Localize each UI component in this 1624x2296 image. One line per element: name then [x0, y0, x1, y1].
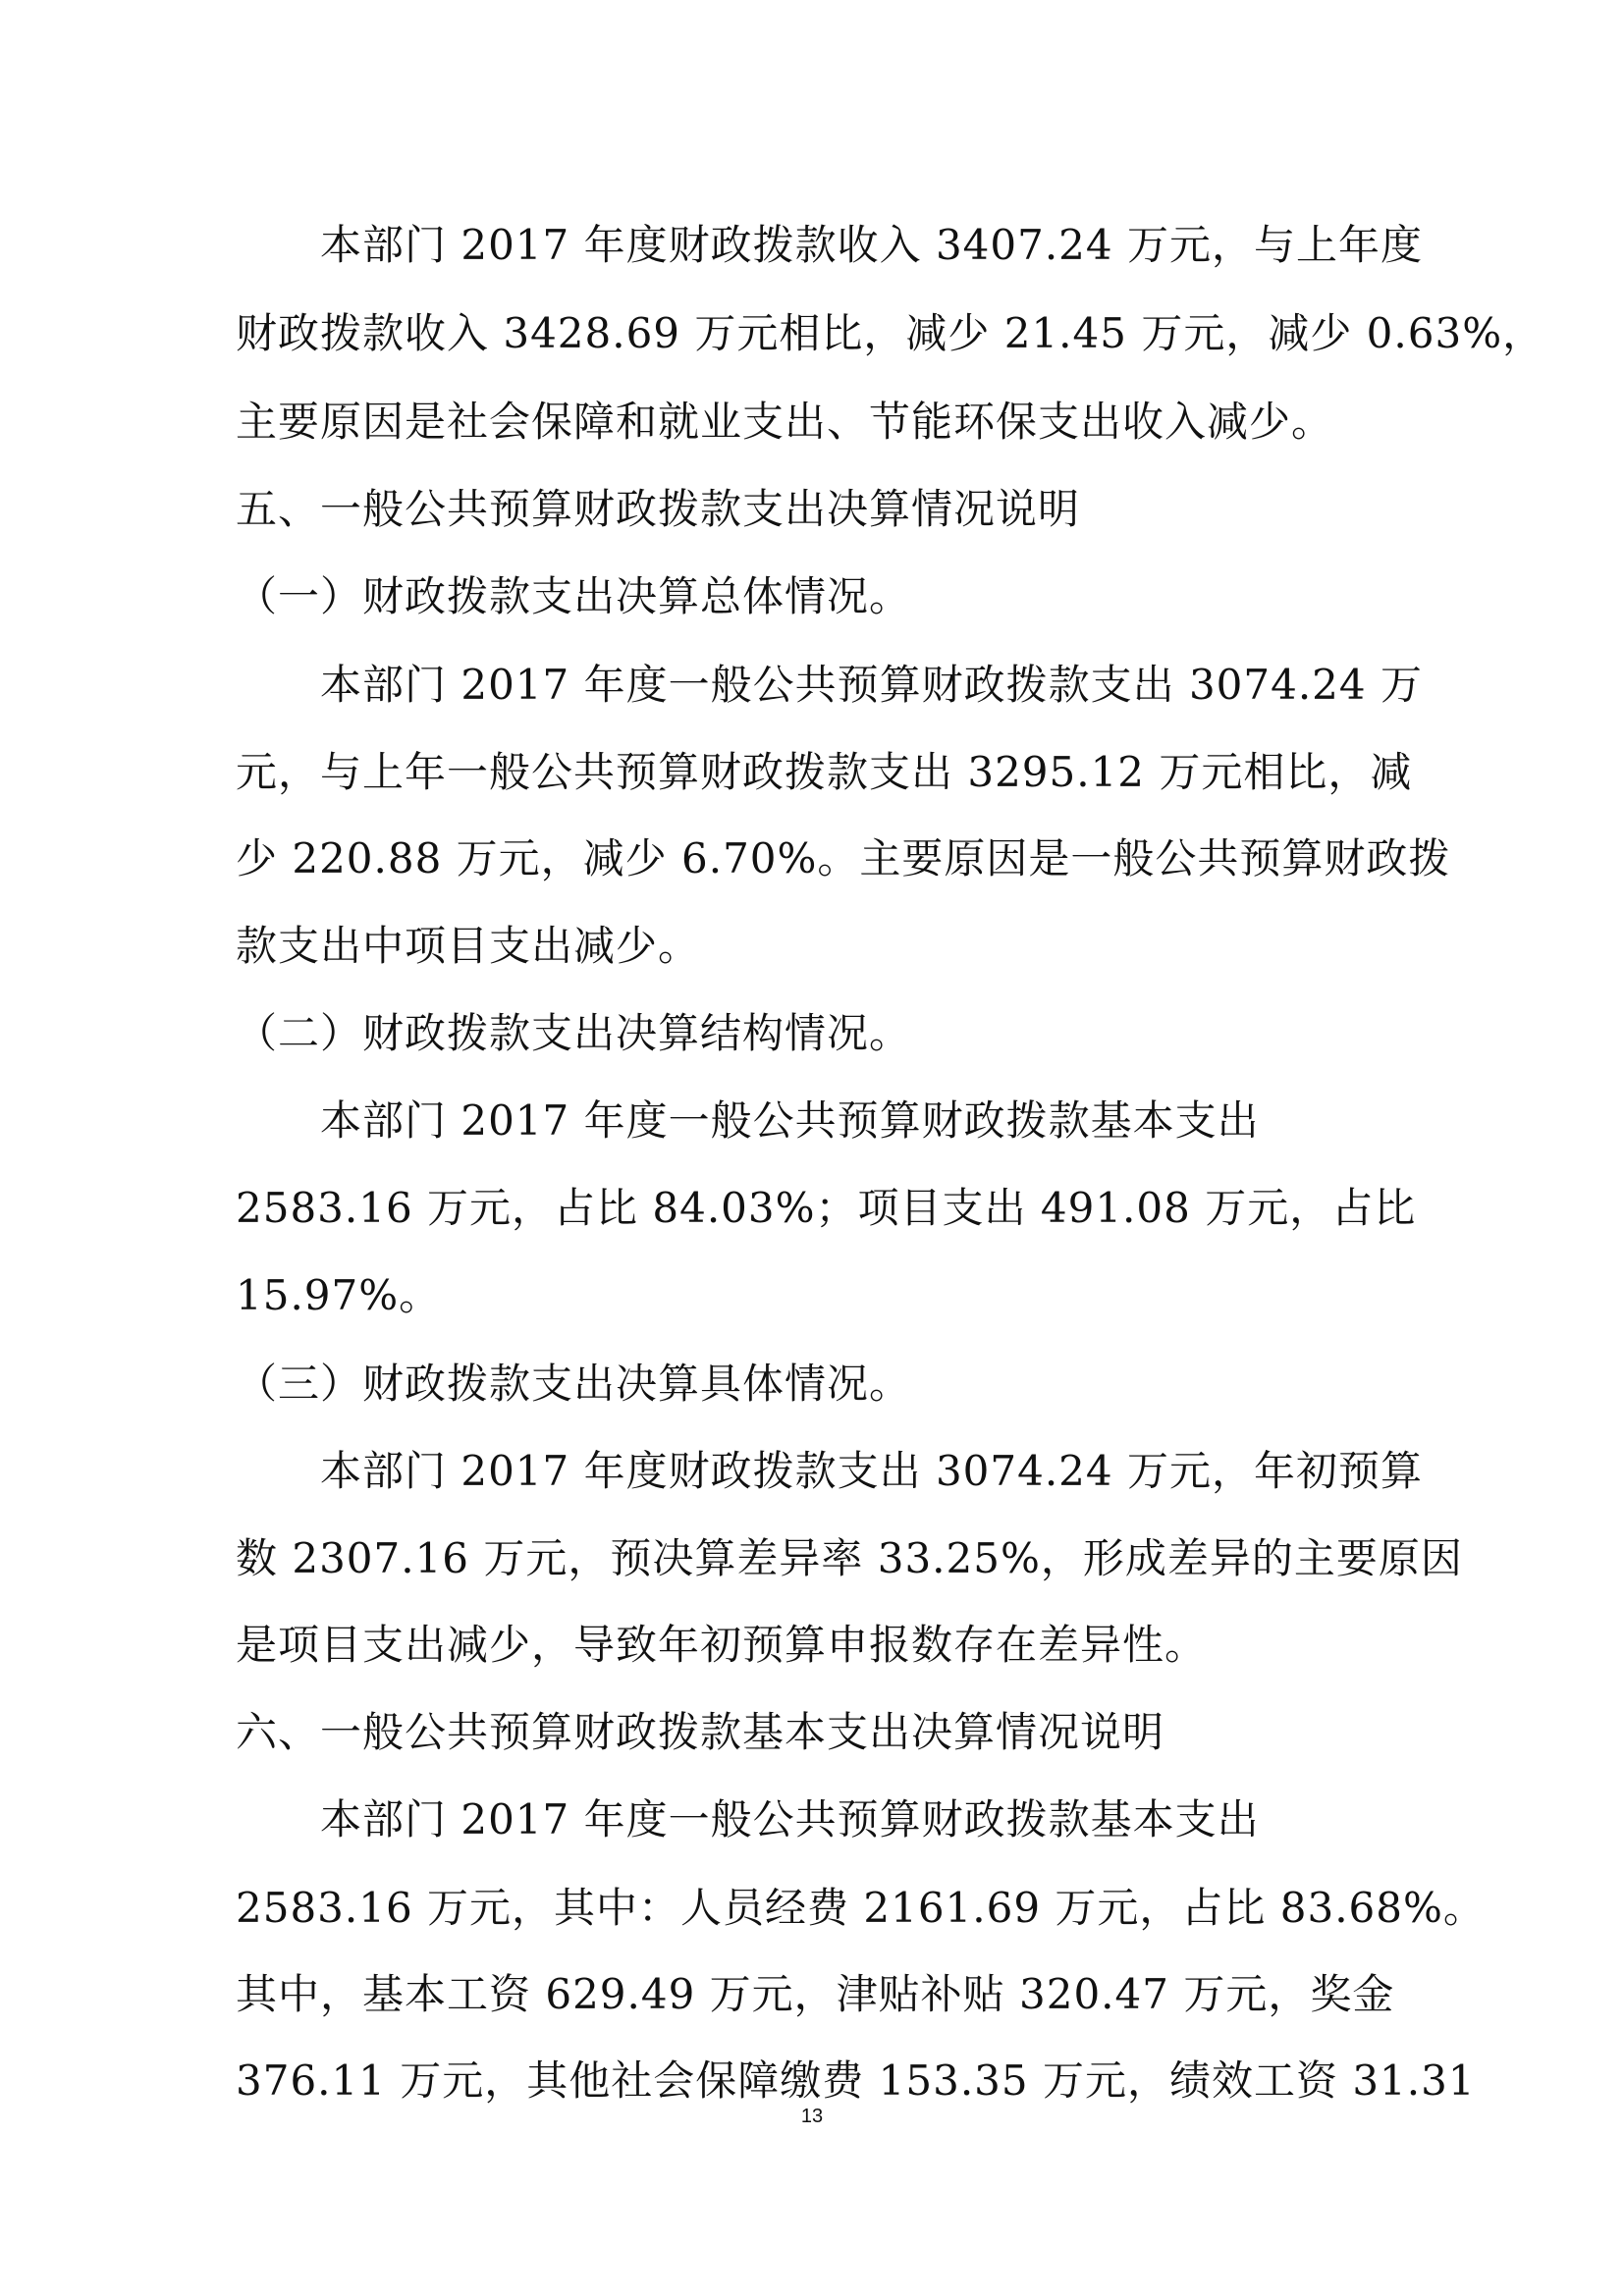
text-line: 是项目支出减少，导致年初预算申报数存在差异性。 [236, 1621, 1208, 1669]
text-line: 2583.16 万元，其中：人员经费 2161.69 万元，占比 83.68%。 [236, 1884, 1486, 1932]
text-line: 本部门 2017 年度一般公共预算财政拨款基本支出 [320, 1795, 1260, 1843]
text-line: 财政拨款收入 3428.69 万元相比，减少 21.45 万元，减少 0.63%， [236, 309, 1545, 357]
text-line: 本部门 2017 年度一般公共预算财政拨款基本支出 [320, 1096, 1260, 1145]
subsection-heading: （一）财政拨款支出决算总体情况。 [236, 572, 912, 620]
text-line: 15.97%。 [236, 1271, 442, 1319]
text-line: 元，与上年一般公共预算财政拨款支出 3295.12 万元相比，减 [236, 748, 1413, 796]
subsection-heading: （三）财政拨款支出决算具体情况。 [236, 1360, 912, 1408]
text-line: 本部门 2017 年度一般公共预算财政拨款支出 3074.24 万 [320, 661, 1423, 709]
text-line: 其中，基本工资 629.49 万元，津贴补贴 320.47 万元，奖金 [236, 1970, 1395, 2018]
subsection-heading: （二）财政拨款支出决算结构情况。 [236, 1009, 912, 1057]
page-number: 13 [800, 2106, 824, 2127]
text-line: 少 220.88 万元，减少 6.70%。主要原因是一般公共预算财政拨 [236, 834, 1451, 882]
text-line: 款支出中项目支出减少。 [236, 922, 701, 970]
text-line: 主要原因是社会保障和就业支出、节能环保支出收入减少。 [236, 398, 1334, 446]
text-line: 本部门 2017 年度财政拨款支出 3074.24 万元，年初预算 [320, 1447, 1423, 1495]
text-line: 376.11 万元，其他社会保障缴费 153.35 万元，绩效工资 31.31 [236, 2056, 1476, 2105]
text-line: 本部门 2017 年度财政拨款收入 3407.24 万元，与上年度 [320, 221, 1423, 269]
section-heading: 五、一般公共预算财政拨款支出决算情况说明 [236, 485, 1081, 533]
text-line: 数 2307.16 万元，预决算差异率 33.25%，形成差异的主要原因 [236, 1534, 1463, 1582]
section-heading: 六、一般公共预算财政拨款基本支出决算情况说明 [236, 1708, 1165, 1756]
text-line: 2583.16 万元，占比 84.03%；项目支出 491.08 万元，占比 [236, 1184, 1417, 1232]
